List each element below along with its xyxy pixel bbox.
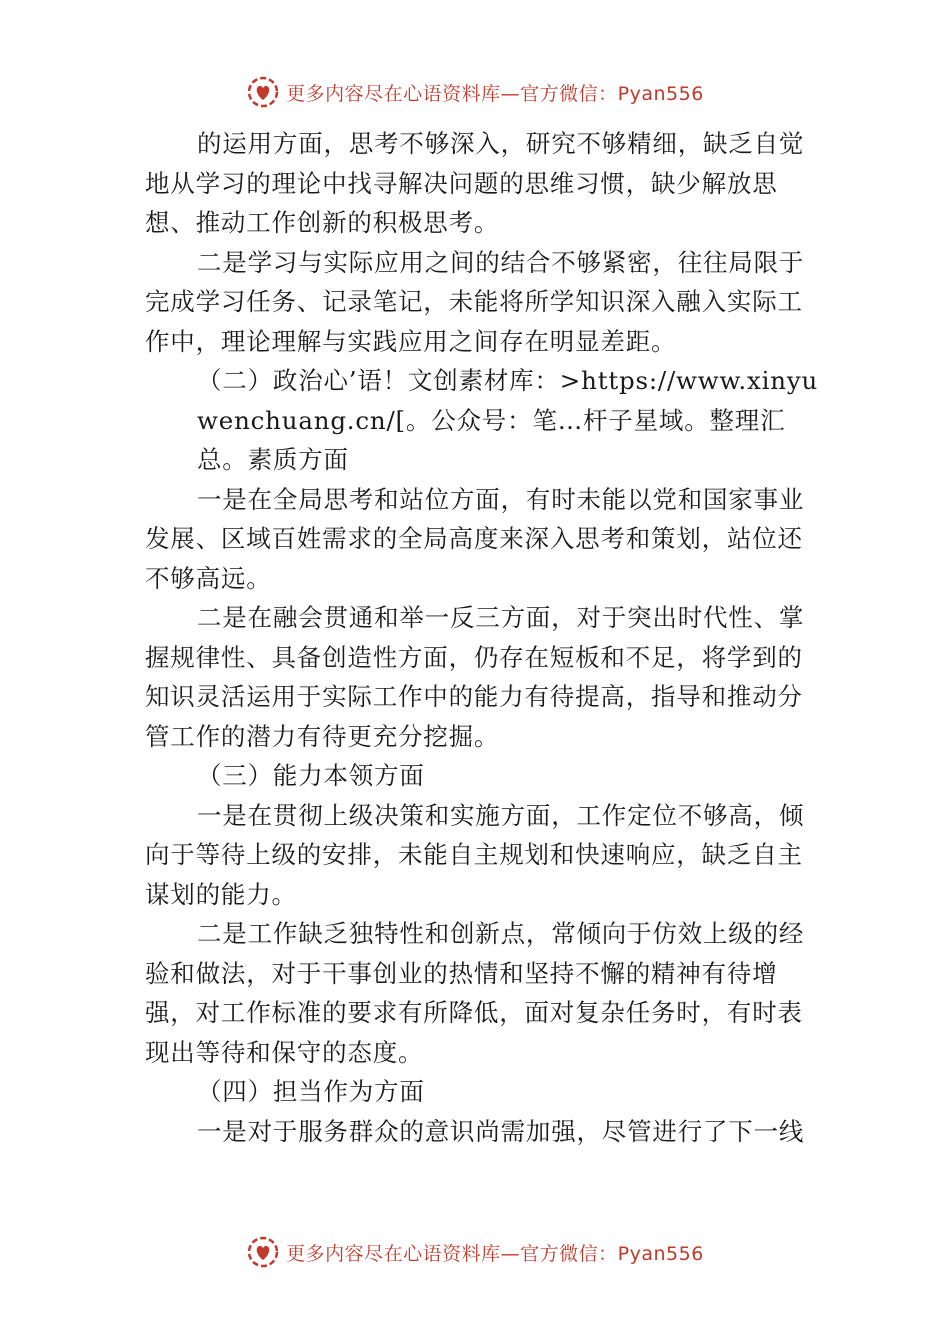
wreath-heart-icon — [246, 75, 280, 109]
paragraph: 二是在融会贯通和举一反三方面，对于突出时代性、掌握规律性、具备创造性方面，仍存在短板和不足，将学到的知识灵活运用于实际工作中的能力有待提高，指导和推动分管工作的潜力有待更充分挖掘。 — [145, 603, 805, 751]
paragraph: 的运用方面，思考不够深入，研究不够精细，缺乏自觉地从学习的理论中找寻解决问题的思维习惯，缺少解放思想、推动工作创新的积极思考。 — [145, 129, 805, 237]
paragraph: 一是对于服务群众的意识尚需加强，尽管进行了下一线 — [197, 1116, 805, 1146]
document-body — [145, 124, 825, 1151]
section-heading-ability: （三）能力本领方面 — [197, 761, 425, 790]
header-banner — [0, 72, 950, 112]
section-heading-responsibility: （四）担当作为方面 — [197, 1077, 425, 1106]
paragraph: 二是学习与实际应用之间的结合不够紧密，往往局限于完成学习任务、记录笔记，未能将所学知识深入融入实际工作中，理论理解与实践应用之间存在明显差距。 — [145, 247, 805, 356]
paragraph: 二是工作缺乏独特性和创新点，常倾向于仿效上级的经验和做法，对于干事创业的热情和坚持不懈的精神有待增强，对工作标准的要求有所降低，面对复杂任务时，有时表现出等待和保守的态度。 — [145, 919, 805, 1067]
paragraph: 一是在贯彻上级决策和实施方面，工作定位不够高，倾向于等待上级的安排，未能自主规划和快速响应，缺乏自主谋划的能力。 — [145, 800, 805, 909]
section-heading-political: （二）政治心’语！文创素材库：>https://www.xinyuwenchuang.cn/[。公众号：笔…杆子星域。整理汇总。素质方面 — [197, 366, 819, 474]
wreath-heart-icon — [246, 1235, 280, 1269]
footer-banner — [0, 1232, 950, 1272]
banner-text: 更多内容尽在心语资料库—官方微信：Pyan556 — [286, 1242, 704, 1265]
paragraph: 一是在全局思考和站位方面，有时未能以党和国家事业发展、区域百姓需求的全局高度来深入思考和策划，站位还不够高远。 — [145, 484, 805, 593]
banner-text: 更多内容尽在心语资料库—官方微信：Pyan556 — [286, 82, 704, 105]
